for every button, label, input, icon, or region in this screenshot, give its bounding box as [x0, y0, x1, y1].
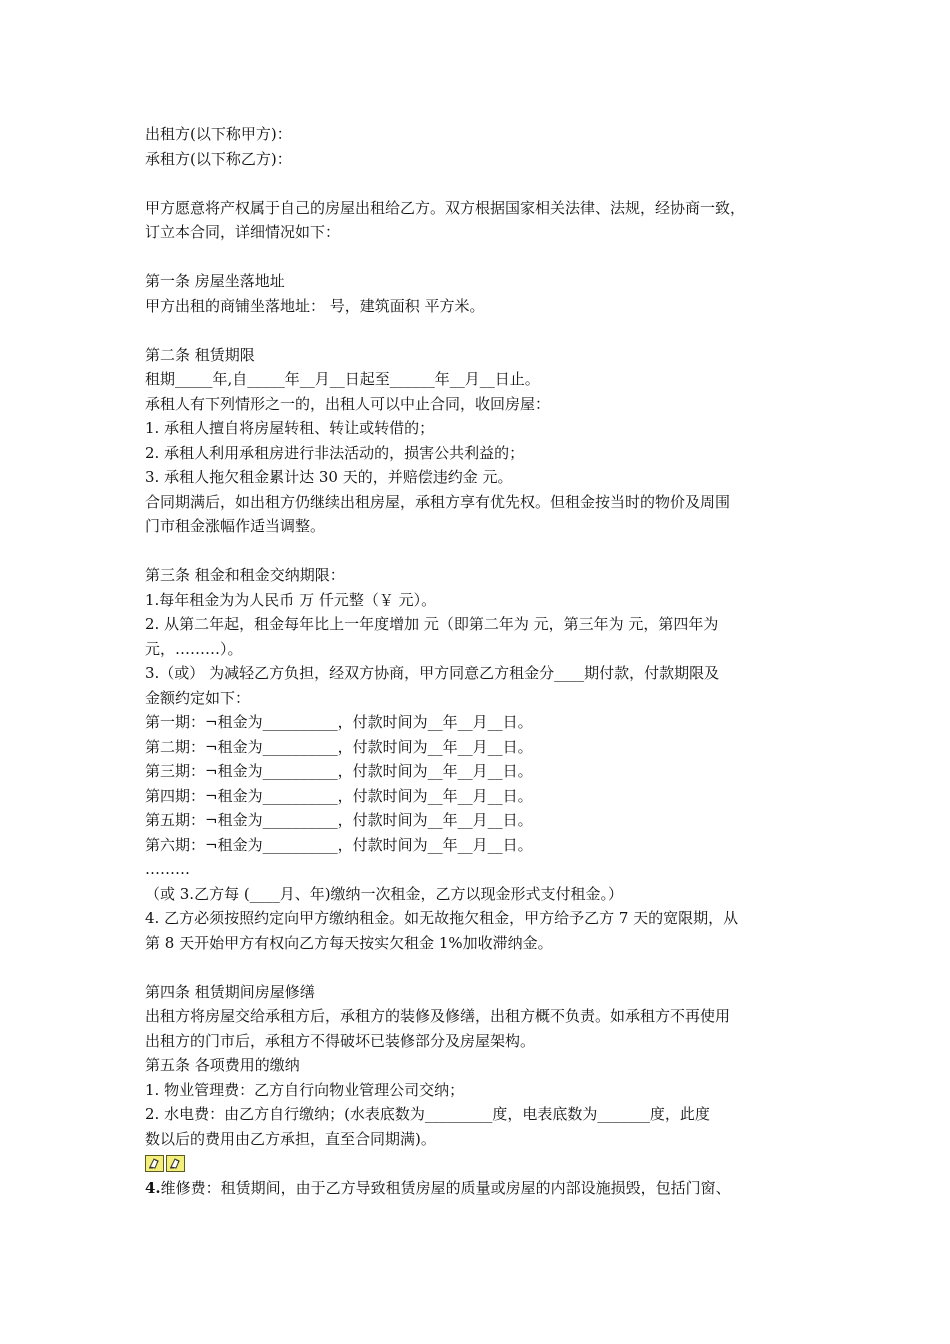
installment-6: 第六期：¬租金为__________，付款时间为__年__月__日。 — [145, 835, 533, 854]
article4-line-2: 出租方的门市后，承租方不得破坏已装修部分及房屋架构。 — [145, 1031, 536, 1050]
contract-page — [145, 122, 810, 1200]
article2-line-6: 合同期满后，如出租方仍继续出租房屋，承租方享有优先权。但租金按当时的物价及周围 — [145, 492, 731, 511]
article5-title: 第五条 各项费用的缴纳 — [145, 1056, 300, 1074]
article3-title: 第三条 租金和租金交纳期限： — [145, 566, 345, 584]
article2-title: 第二条 租赁期限 — [145, 345, 255, 364]
embedded-object-icon[interactable] — [166, 1155, 185, 1172]
article3-line-1: 1.每年租金为为人民币 万 仟元整（￥ 元）。 — [145, 590, 437, 609]
article3-line-4b: 第 8 天开始甲方有权向乙方每天按实欠租金 1%加收滞纳金。 — [145, 933, 553, 952]
spacer — [145, 245, 810, 270]
article2-line-3: 1. 承租人擅自将房屋转租、转让或转借的； — [145, 419, 435, 437]
article3-line-5: 金额约定如下： — [145, 688, 251, 707]
ellipsis-line: ……… — [145, 860, 190, 878]
article4-line-1: 出租方将房屋交给承租方后，承租方的装修及修缮，出租方概不负责。如承租方不再使用 — [145, 1007, 731, 1025]
intro-line-1: 甲方愿意将产权属于自己的房屋出租给乙方。双方根据国家相关法律、法规，经协商一致， — [145, 198, 746, 217]
article5-line-2: 2. 水电费：由乙方自行缴纳；(水表底数为_________度，电表底数为_______度，此度 — [145, 1105, 710, 1123]
installment-3: 第三期：¬租金为__________，付款时间为__年__月__日。 — [145, 762, 533, 780]
installment-1: 第一期：¬租金为__________，付款时间为__年__月__日。 — [145, 713, 533, 731]
spacer — [145, 539, 810, 564]
embedded-objects-row — [145, 1151, 810, 1176]
article3-line-4: 3.（或） 为减轻乙方负担，经双方协商，甲方同意乙方租金分____期付款，付款期限及 — [145, 664, 720, 682]
article2-line-7: 门市租金涨幅作适当调整。 — [145, 517, 326, 535]
installment-2: 第二期：¬租金为__________，付款时间为__年__月__日。 — [145, 737, 533, 756]
article2-line-4: 2. 承租人利用承租房进行非法活动的，损害公共利益的； — [145, 443, 525, 462]
article1-title: 第一条 房屋坐落地址 — [145, 272, 285, 290]
article3-line-3: 元，………）。 — [145, 639, 243, 658]
embedded-object-icon[interactable] — [145, 1155, 164, 1172]
article1-line-1: 甲方出租的商铺坐落地址： 号，建筑面积 平方米。 — [145, 296, 485, 315]
intro-line-2: 订立本合同，详细情况如下： — [145, 223, 341, 241]
article3-line-alt: （或 3.乙方每 (____月、年)缴纳一次租金，乙方以现金形式支付租金。） — [145, 884, 624, 903]
spacer — [145, 318, 810, 343]
article4-title: 第四条 租赁期间房屋修缮 — [145, 982, 315, 1001]
installment-5: 第五期：¬租金为__________，付款时间为__年__月__日。 — [145, 811, 533, 829]
spacer — [145, 955, 810, 980]
article2-line-2: 承租人有下列情形之一的，出租人可以中止合同，收回房屋： — [145, 394, 551, 413]
lessee-line: 承租方(以下称乙方)： — [145, 149, 292, 168]
installment-4: 第四期：¬租金为__________，付款时间为__年__月__日。 — [145, 786, 533, 805]
article2-line-1: 租期_____年,自_____年__月__日起至______年__月__日止。 — [145, 370, 540, 388]
article5-line-1: 1. 物业管理费：乙方自行向物业管理公司交纳； — [145, 1080, 465, 1099]
article3-line-2: 2. 从第二年起，租金每年比上一年度增加 元（即第二年为 元，第三年为 元，第四年为 — [145, 615, 719, 633]
item-text: 维修费：租赁期间，由于乙方导致租赁房屋的质量或房屋的内部设施损毁，包括门窗、 — [160, 1178, 731, 1197]
lessor-line: 出租方(以下称甲方)： — [145, 125, 292, 143]
article5-line-3: 数以后的费用由乙方承担，直至合同期满)。 — [145, 1129, 436, 1148]
article2-line-5: 3. 承租人拖欠租金累计达 30 天的，并赔偿违约金 元。 — [145, 468, 513, 486]
item-number: 4. — [145, 1178, 161, 1197]
article5-line-4 — [145, 1176, 810, 1201]
article3-line-4a: 4. 乙方必须按照约定向甲方缴纳租金。如无故拖欠租金，甲方给予乙方 7 天的宽限期，从 — [145, 909, 739, 927]
spacer — [145, 171, 810, 196]
